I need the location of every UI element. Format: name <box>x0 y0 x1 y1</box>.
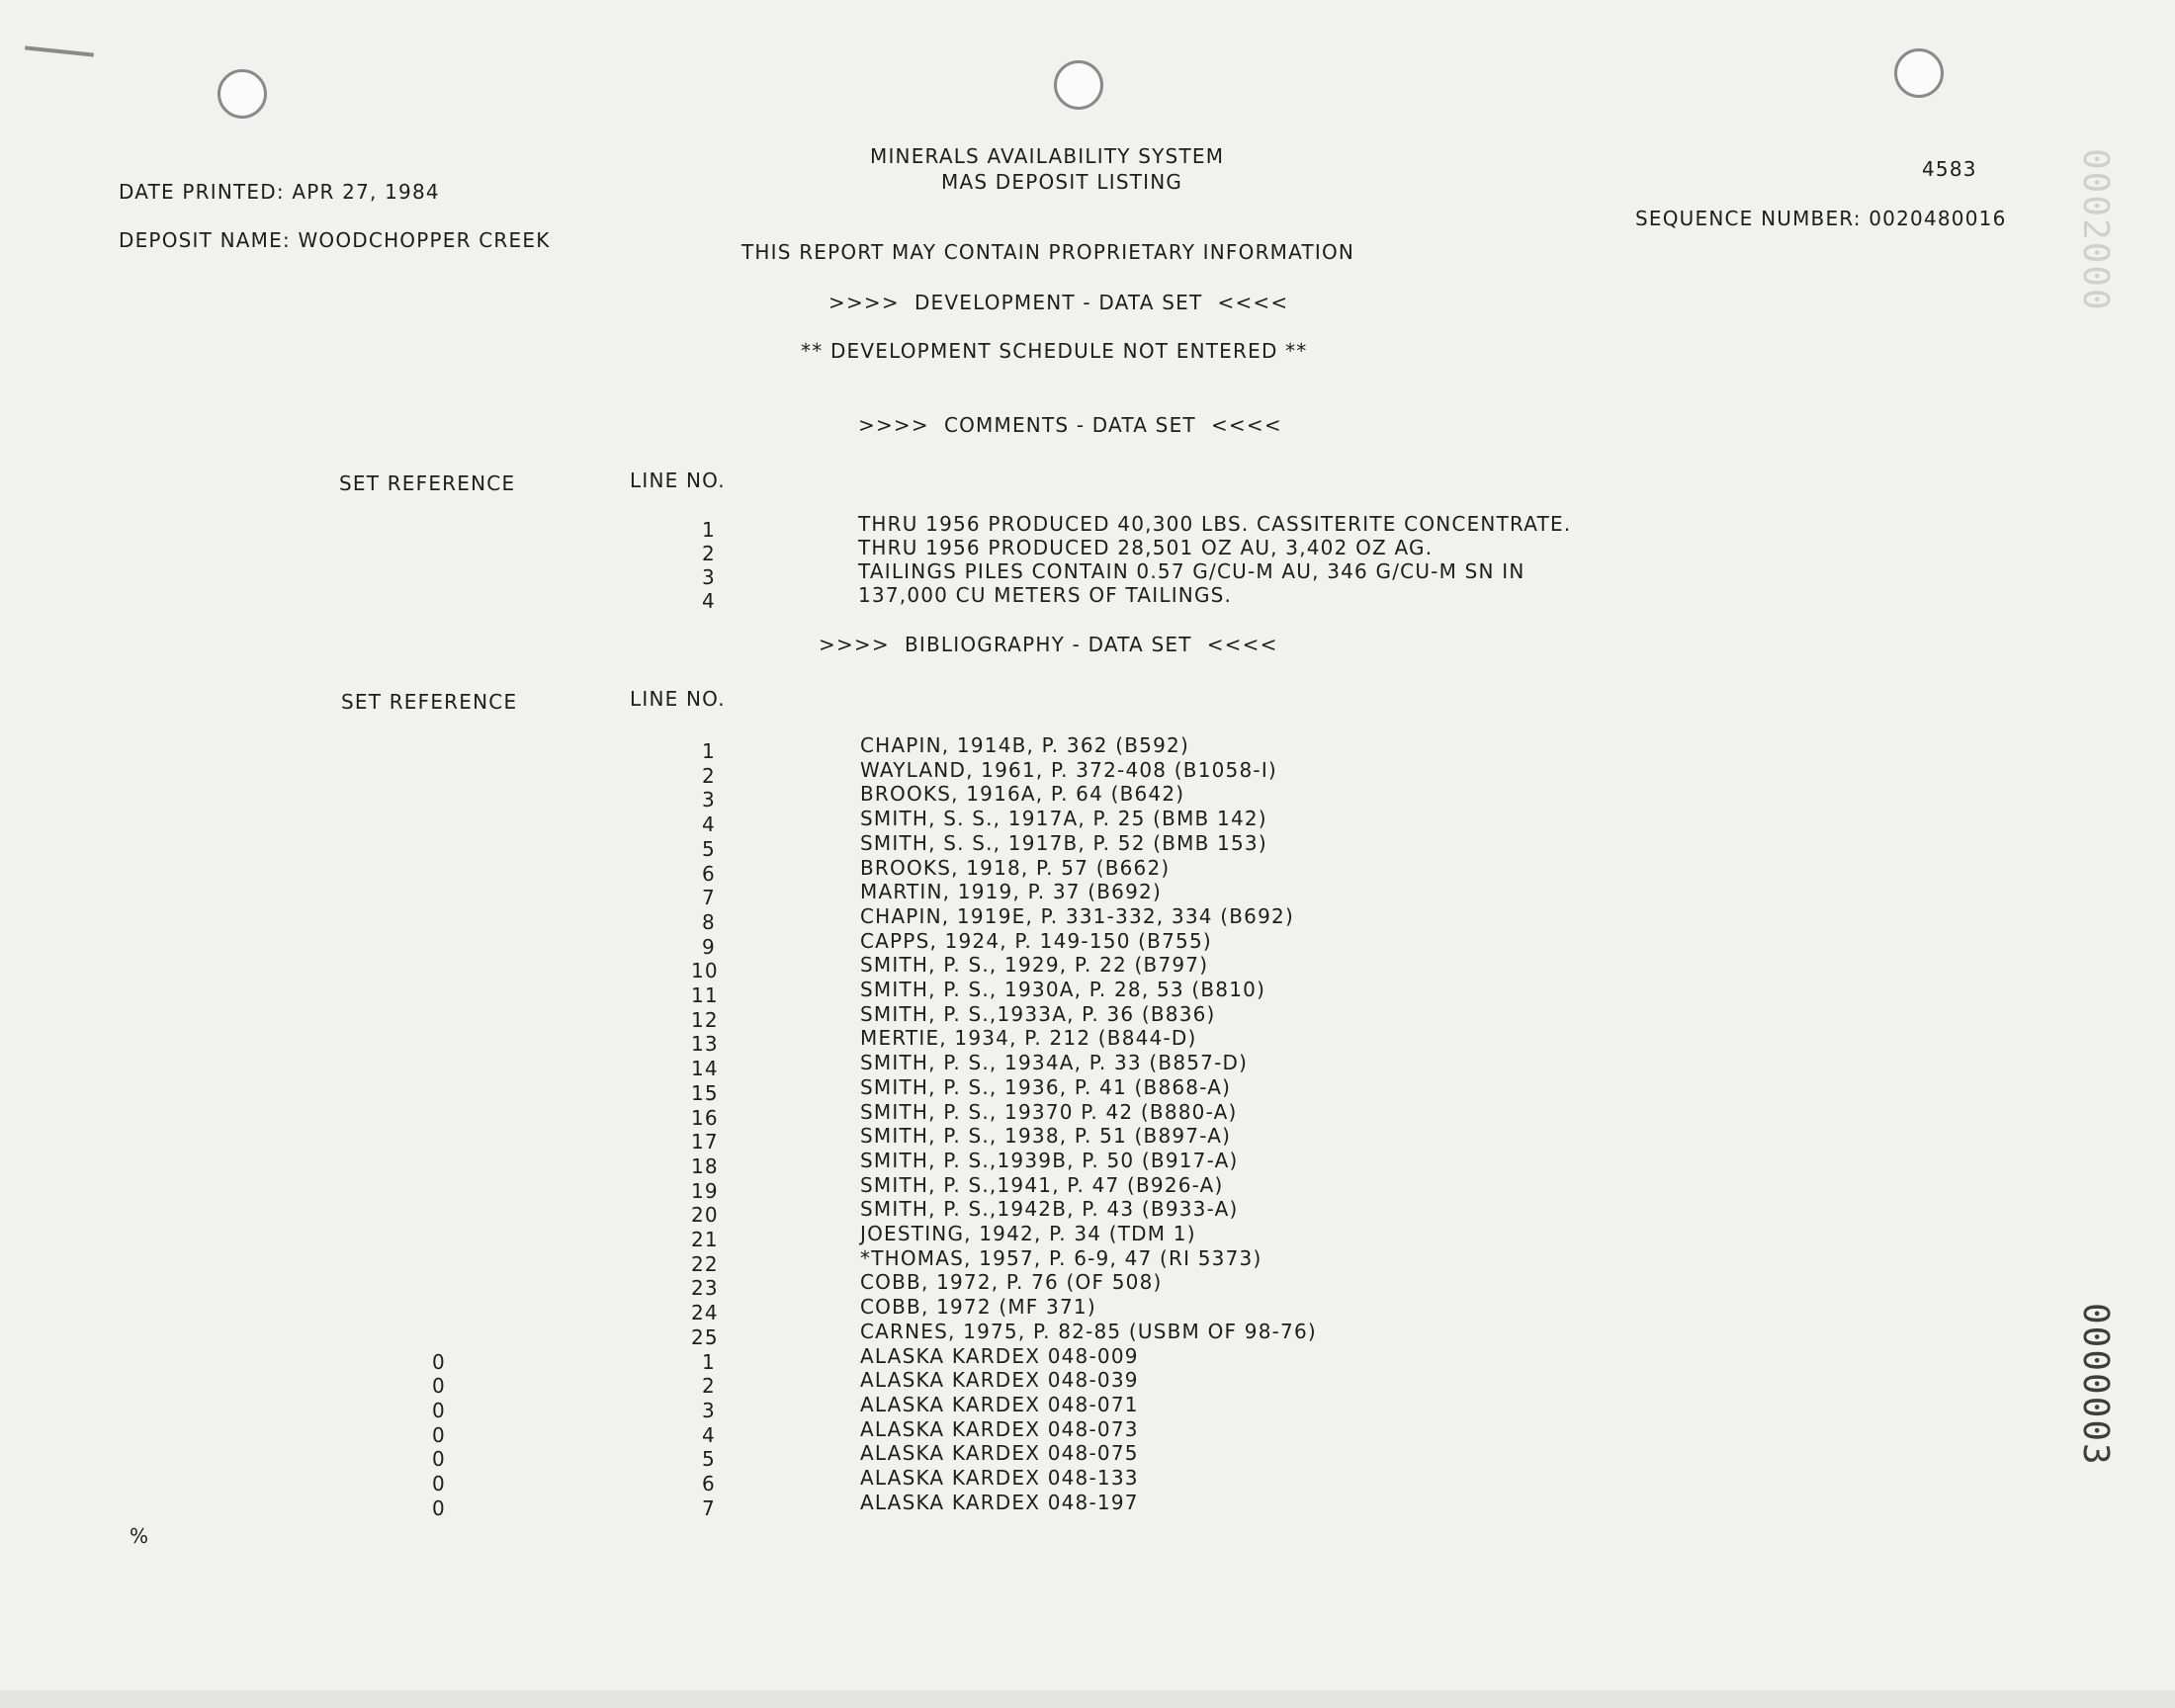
bibliography-line-no: 12 <box>691 1008 719 1032</box>
bibliography-line-no: 5 <box>702 837 716 861</box>
bibliography-entry: ALASKA KARDEX 048-071 <box>860 1393 1139 1416</box>
bibliography-entry: COBB, 1972, P. 76 (OF 508) <box>860 1270 1163 1294</box>
bibliography-line-no: 13 <box>691 1032 719 1056</box>
punch-hole-left <box>218 69 267 119</box>
date-printed: DATE PRINTED: APR 27, 1984 <box>119 180 440 204</box>
bibliography-row <box>0 1124 2175 1153</box>
comment-text: THRU 1956 PRODUCED 28,501 OZ AU, 3,402 OZ AG. <box>858 536 1434 559</box>
bibliography-line-no: 6 <box>702 1472 716 1495</box>
page-number: 4583 <box>1922 157 1977 181</box>
comments-col-set-reference: SET REFERENCE <box>339 471 516 495</box>
bibliography-row <box>0 1149 2175 1178</box>
bibliography-row <box>0 733 2175 763</box>
bibliography-entry: SMITH, P. S.,1933A, P. 36 (B836) <box>860 1002 1216 1026</box>
bibliography-line-no: 24 <box>691 1301 719 1324</box>
bibliography-line-no: 5 <box>702 1447 716 1471</box>
deposit-name: DEPOSIT NAME: WOODCHOPPER CREEK <box>119 228 551 252</box>
bibliography-row <box>0 1246 2175 1276</box>
bibliography-row <box>0 1100 2175 1130</box>
bibliography-set-reference: 0 <box>432 1472 446 1495</box>
bibliography-line-no: 1 <box>702 739 716 763</box>
bibliography-line-no: 6 <box>702 862 716 886</box>
bibliography-row <box>0 1051 2175 1080</box>
bibliography-row <box>0 929 2175 959</box>
bibliography-entry: SMITH, P. S., 1938, P. 51 (B897-A) <box>860 1124 1232 1148</box>
bibliography-entry: MARTIN, 1919, P. 37 (B692) <box>860 880 1162 903</box>
bibliography-entry: SMITH, P. S.,1941, P. 47 (B926-A) <box>860 1173 1224 1197</box>
bibliography-line-no: 7 <box>702 886 716 909</box>
bibliography-entry: ALASKA KARDEX 048-009 <box>860 1344 1139 1368</box>
bibliography-row <box>0 1417 2175 1447</box>
bibliography-line-no: 11 <box>691 983 719 1007</box>
comment-line-no: 4 <box>702 589 716 613</box>
bibliography-entry: SMITH, P. S., 1934A, P. 33 (B857-D) <box>860 1051 1249 1074</box>
bibliography-line-no: 9 <box>702 935 716 959</box>
bibliography-entry: ALASKA KARDEX 048-039 <box>860 1368 1139 1392</box>
bibliography-line-no: 15 <box>691 1081 719 1105</box>
bibliography-line-no: 7 <box>702 1496 716 1520</box>
bibliography-set-reference: 0 <box>432 1374 446 1398</box>
bibliography-entry: CHAPIN, 1919E, P. 331-332, 334 (B692) <box>860 904 1294 928</box>
bibliography-entry: WAYLAND, 1961, P. 372-408 (B1058-I) <box>860 758 1277 782</box>
bibliography-row <box>0 831 2175 861</box>
bibliography-set-reference: 0 <box>432 1399 446 1422</box>
bibliography-row <box>0 782 2175 811</box>
bibliography-set-reference: 0 <box>432 1423 446 1447</box>
bibliography-entry: BROOKS, 1916A, P. 64 (B642) <box>860 782 1185 806</box>
bibliography-entry: CAPPS, 1924, P. 149-150 (B755) <box>860 929 1212 953</box>
comments-col-line-no: LINE NO. <box>630 469 726 492</box>
bibliography-row <box>0 1466 2175 1495</box>
bibliography-row <box>0 880 2175 909</box>
bibliography-entry: SMITH, P. S.,1942B, P. 43 (B933-A) <box>860 1197 1239 1221</box>
bibliography-entry: BROOKS, 1918, P. 57 (B662) <box>860 856 1171 880</box>
punch-hole-right <box>1894 48 1944 98</box>
bibliography-col-set-reference: SET REFERENCE <box>341 690 518 714</box>
bibliography-line-no: 8 <box>702 910 716 934</box>
bibliography-row <box>0 1222 2175 1251</box>
comments-heading: >>>> COMMENTS - DATA SET <<<< <box>858 413 1282 437</box>
bibliography-entry: SMITH, S. S., 1917B, P. 52 (BMB 153) <box>860 831 1267 855</box>
comment-row <box>0 583 2175 613</box>
bibliography-line-no: 14 <box>691 1057 719 1080</box>
bibliography-row <box>0 1295 2175 1324</box>
bibliography-line-no: 10 <box>691 959 719 982</box>
bibliography-row <box>0 1270 2175 1300</box>
listing-title: MAS DEPOSIT LISTING <box>941 170 1183 194</box>
bibliography-row <box>0 1491 2175 1520</box>
margin-code-top: 0002000 <box>2075 148 2116 312</box>
bibliography-row <box>0 1368 2175 1398</box>
bibliography-row <box>0 1344 2175 1374</box>
bibliography-line-no: 4 <box>702 812 716 836</box>
scan-mark <box>25 45 94 56</box>
bibliography-row <box>0 1075 2175 1105</box>
footer-mark: % <box>130 1524 150 1548</box>
bibliography-line-no: 20 <box>691 1203 719 1227</box>
bibliography-entry: COBB, 1972 (MF 371) <box>860 1295 1096 1319</box>
bibliography-row <box>0 807 2175 836</box>
bibliography-line-no: 3 <box>702 1399 716 1422</box>
bibliography-line-no: 2 <box>702 764 716 788</box>
bibliography-line-no: 22 <box>691 1252 719 1276</box>
comment-line-no: 1 <box>702 518 716 542</box>
bibliography-line-no: 23 <box>691 1276 719 1300</box>
comment-text: TAILINGS PILES CONTAIN 0.57 G/CU-M AU, 346 G/CU-M SN IN <box>858 559 1525 583</box>
bibliography-entry: ALASKA KARDEX 048-073 <box>860 1417 1139 1441</box>
bibliography-row <box>0 1173 2175 1203</box>
bibliography-entry: JOESTING, 1942, P. 34 (TDM 1) <box>860 1222 1196 1245</box>
proprietary-notice: THIS REPORT MAY CONTAIN PROPRIETARY INFORMATION <box>741 240 1355 264</box>
bibliography-entry: CHAPIN, 1914B, P. 362 (B592) <box>860 733 1189 757</box>
sequence-number: SEQUENCE NUMBER: 0020480016 <box>1635 207 2007 230</box>
bibliography-entry: CARNES, 1975, P. 82-85 (USBM OF 98-76) <box>860 1320 1317 1343</box>
bibliography-row <box>0 856 2175 886</box>
bibliography-line-no: 21 <box>691 1228 719 1251</box>
bibliography-line-no: 4 <box>702 1423 716 1447</box>
bibliography-entry: ALASKA KARDEX 048-133 <box>860 1466 1139 1490</box>
punch-hole-center <box>1054 60 1103 110</box>
bibliography-line-no: 2 <box>702 1374 716 1398</box>
comment-line-no: 2 <box>702 542 716 565</box>
bibliography-entry: SMITH, P. S., 19370 P. 42 (B880-A) <box>860 1100 1238 1124</box>
bibliography-line-no: 17 <box>691 1130 719 1153</box>
bibliography-entry: ALASKA KARDEX 048-075 <box>860 1441 1139 1465</box>
bibliography-line-no: 3 <box>702 788 716 811</box>
bibliography-row <box>0 1320 2175 1349</box>
development-note: ** DEVELOPMENT SCHEDULE NOT ENTERED ** <box>801 339 1308 363</box>
bibliography-entry: SMITH, P. S., 1936, P. 41 (B868-A) <box>860 1075 1232 1099</box>
comment-text: 137,000 CU METERS OF TAILINGS. <box>858 583 1233 607</box>
bibliography-set-reference: 0 <box>432 1350 446 1374</box>
bibliography-entry: SMITH, S. S., 1917A, P. 25 (BMB 142) <box>860 807 1267 830</box>
margin-code-bottom: 0000003 <box>2075 1303 2116 1467</box>
bibliography-set-reference: 0 <box>432 1447 446 1471</box>
bibliography-set-reference: 0 <box>432 1496 446 1520</box>
bibliography-row <box>0 904 2175 934</box>
bibliography-row <box>0 1441 2175 1471</box>
comment-text: THRU 1956 PRODUCED 40,300 LBS. CASSITERITE CONCENTRATE. <box>858 512 1572 536</box>
bibliography-entry: *THOMAS, 1957, P. 6-9, 47 (RI 5373) <box>860 1246 1262 1270</box>
bibliography-row <box>0 953 2175 982</box>
development-heading: >>>> DEVELOPMENT - DATA SET <<<< <box>828 291 1289 314</box>
bibliography-entry: SMITH, P. S.,1939B, P. 50 (B917-A) <box>860 1149 1239 1172</box>
system-title: MINERALS AVAILABILITY SYSTEM <box>870 144 1225 168</box>
bibliography-row <box>0 1002 2175 1032</box>
bibliography-line-no: 25 <box>691 1325 719 1349</box>
bibliography-row <box>0 1393 2175 1422</box>
bibliography-line-no: 19 <box>691 1179 719 1203</box>
bibliography-line-no: 1 <box>702 1350 716 1374</box>
bibliography-entry: SMITH, P. S., 1929, P. 22 (B797) <box>860 953 1209 977</box>
bibliography-col-line-no: LINE NO. <box>630 687 726 711</box>
bibliography-line-no: 18 <box>691 1154 719 1178</box>
bibliography-row <box>0 1197 2175 1227</box>
bibliography-row <box>0 758 2175 788</box>
comment-line-no: 3 <box>702 565 716 589</box>
bibliography-line-no: 16 <box>691 1106 719 1130</box>
bibliography-entry: ALASKA KARDEX 048-197 <box>860 1491 1139 1514</box>
bibliography-row <box>0 978 2175 1007</box>
bibliography-row <box>0 1026 2175 1056</box>
bibliography-entry: MERTIE, 1934, P. 212 (B844-D) <box>860 1026 1197 1050</box>
bibliography-heading: >>>> BIBLIOGRAPHY - DATA SET <<<< <box>819 633 1278 656</box>
bibliography-entry: SMITH, P. S., 1930A, P. 28, 53 (B810) <box>860 978 1266 1001</box>
